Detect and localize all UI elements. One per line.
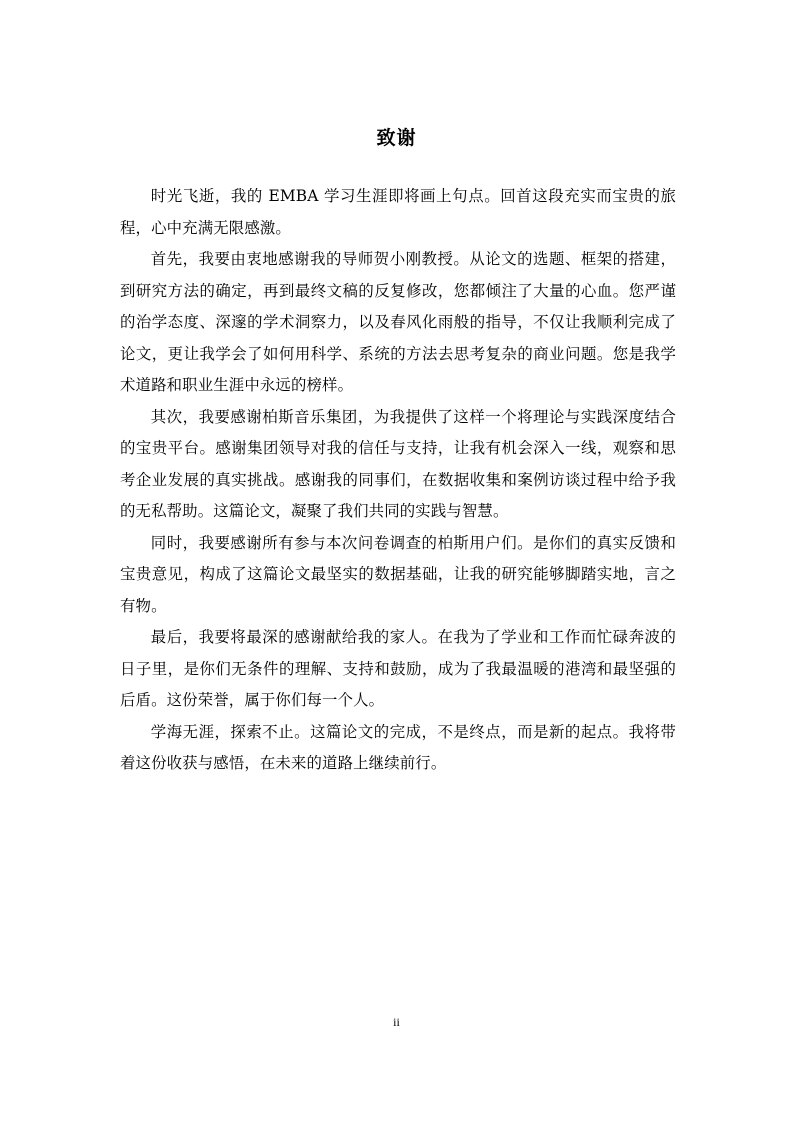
paragraph-advisor: 首先，我要由衷地感谢我的导师贺小刚教授。从论文的选题、框架的搭建，到研究方法的确定，再到最终文稿的反复修改，您都倾注了大量的心血。您严谨的治学态度、深邃的学术洞察力，以及春风化雨般的指导，不仅让我顺利完成了论文，更让我学会了如何用科学、系统的方法去思考复杂的商业问题。您是我学术道路和职业生涯中永远的榜样。 — [120, 250, 676, 394]
paragraph-company: 其次，我要感谢柏斯音乐集团，为我提供了这样一个将理论与实践深度结合的宝贵平台。感谢集团领导对我的信任与支持，让我有机会深入一线，观察和思考企业发展的真实挑战。感谢我的同事们，在数据收集和案例访谈过程中给予我的无私帮助。这篇论文，凝聚了我们共同的实践与智慧。 — [120, 407, 676, 520]
page-title: 致谢 — [376, 127, 417, 149]
acknowledgement-body — [120, 181, 676, 780]
paragraph-survey-users: 同时，我要感谢所有参与本次问卷调查的柏斯用户们。是你们的真实反馈和宝贵意见，构成了这篇论文最坚实的数据基础，让我的研究能够脚踏实地，言之有物。 — [120, 533, 676, 615]
page-number: ii — [393, 1015, 400, 1029]
paragraph-intro: 时光飞逝，我的 EMBA 学习生涯即将画上句点。回首这段充实而宝贵的旅程，心中充满无限感激。 — [120, 187, 676, 237]
paragraph-closing: 学海无涯，探索不止。这篇论文的完成，不是终点，而是新的起点。我将带着这份收获与感悟，在未来的道路上继续前行。 — [120, 722, 676, 772]
paragraph-family: 最后，我要将最深的感谢献给我的家人。在我为了学业和工作而忙碌奔波的日子里，是你们无条件的理解、支持和鼓励，成为了我最温暖的港湾和最坚强的后盾。这份荣誉，属于你们每一个人。 — [120, 628, 676, 709]
